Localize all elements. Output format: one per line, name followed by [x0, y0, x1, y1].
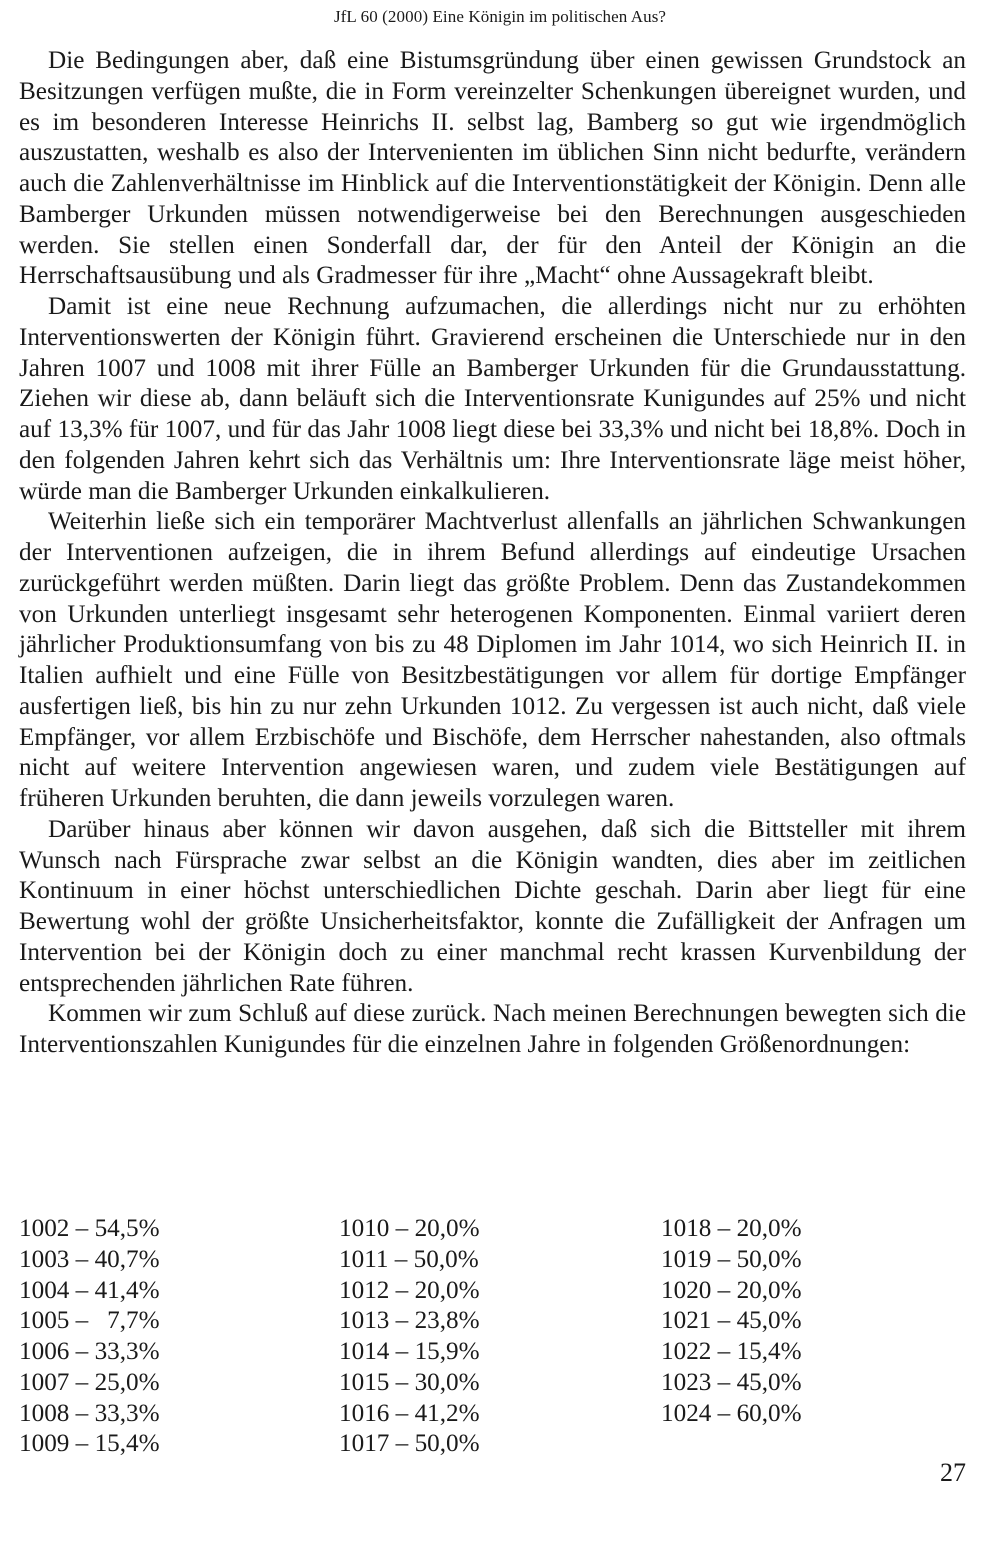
table-row: 1024 – 60,0% [661, 1399, 802, 1427]
body-text [19, 46, 966, 1061]
table-row: 1017 – 50,0% [339, 1430, 480, 1458]
table-row: 1004 – 41,4% [19, 1276, 160, 1304]
table-row: 1011 – 50,0% [339, 1245, 479, 1273]
table-row: 1003 – 40,7% [19, 1245, 160, 1273]
table-row: 1010 – 20,0% [339, 1215, 480, 1242]
table-row: 1013 – 23,8% [339, 1307, 480, 1335]
table-column-2 [339, 1214, 480, 1460]
table-column-3 [661, 1214, 802, 1429]
table-row: 1002 – 54,5% [19, 1215, 160, 1242]
running-head: JfL 60 (2000) Eine Königin im politischen Aus? [333, 7, 667, 26]
table-row: 1006 – 33,3% [19, 1338, 160, 1365]
table-row: 1020 – 20,0% [661, 1276, 802, 1304]
paragraph-2: Damit ist eine neue Rechnung aufzumachen, die allerdings nicht nur zu erhöhten Interventionswerten der Königin führt. Gravierend erscheinen die Unterschiede nur in den Jahren 1007 und 1008 mit ihrer Fülle an Bamberger Urkunden für die Grundausstattung. Ziehen wir diese ab, dann beläuft sich die Interventionsrate Kunigundes auf 25% und nicht auf 13,3% für 1007, und für das Jahr 1008 liegt diese bei 33,3% und nicht bei 18,8%. Doch in den folgenden Jahren kehrt sich das Verhältnis um: Ihre Interventionsrate läge meist höher, würde man die Bamberger Urkunden einkalkulieren. [19, 293, 966, 505]
page-number: 27 [940, 1458, 966, 1487]
table-column-1 [19, 1214, 160, 1460]
table-row: 1022 – 15,4% [661, 1338, 802, 1365]
table-row: 1018 – 20,0% [661, 1215, 802, 1242]
table-row: 1014 – 15,9% [339, 1338, 480, 1365]
table-row: 1019 – 50,0% [661, 1245, 802, 1273]
table-row: 1007 – 25,0% [19, 1368, 160, 1396]
table-row: 1012 – 20,0% [339, 1276, 480, 1304]
table-row: 1023 – 45,0% [661, 1368, 802, 1396]
table-row: 1016 – 41,2% [339, 1399, 480, 1427]
paragraph-3: Weiterhin ließe sich ein temporärer Machtverlust allenfalls an jährlichen Schwankungen der Interventionen aufzeigen, die in ihrem Befund allerdings auf eindeutige Ursachen zurückgeführt werden müßten. Darin liegt das größte Problem. Denn das Zustandekommen von Urkunden unterliegt insgesamt sehr heterogenen Komponenten. Einmal variiert deren jährlicher Produktionsumfang von bis zu 48 Diplomen im Jahr 1014, wo sich Heinrich II. in Italien aufhielt und eine Fülle von Besitzbestätigungen vor allem für dortige Empfänger ausfertigen ließ, bis hin zu nur zehn Urkunden 1012. Zu vergessen ist auch nicht, daß viele Empfänger, vor allem Erzbischöfe und Bischöfe, dem Herrscher nahestanden, also oftmals nicht auf weitere Intervention angewiesen waren, und zudem viele Bestätigungen auf früheren Urkunden beruhten, die dann jeweils vorzulegen waren. [19, 508, 966, 812]
table-row: 1015 – 30,0% [339, 1368, 480, 1396]
table-row: 1009 – 15,4% [19, 1430, 160, 1458]
paragraph-4: Darüber hinaus aber können wir davon ausgehen, daß sich die Bittsteller mit ihrem Wunsch nach Fürsprache zwar selbst an die Königin wandten, dies aber im zeitlichen Kontinuum in einer höchst unterschiedlichen Dichte geschah. Darin aber liegt für eine Bewertung wohl der größte Unsicherheitsfaktor, konnte die Zufälligkeit der Anfragen um Intervention bei der Königin doch zu einer manchmal recht krassen Kurvenbildung der entsprechenden jährlichen Rate führen. [19, 815, 966, 997]
table-row: 1005 – 7,7% [19, 1307, 160, 1335]
paragraph-1: Die Bedingungen aber, daß eine Bistumsgründung über einen gewissen Grundstock an Besitzungen verfügen mußte, die in Form vereinzelter Schenkungen übereignet wurden, und es im besonderen Interesse Heinrichs II. selbst lag, Bamberg so gut wie irgendmöglich auszustatten, weshalb es also der Intervenienten im üblichen Sinn nicht bedurfte, verändern auch die Zahlenverhältnisse im Hinblick auf die Interventionstätigkeit der Königin. Denn alle Bamberger Urkunden müssen notwendigerweise bei den Berechnungen ausgeschieden werden. Sie stellen einen Sonderfall dar, der für den Anteil der Königin an die Herrschaftsausübung und als Gradmesser für ihre „Macht“ ohne Aussagekraft bleibt. [19, 47, 966, 290]
table-row: 1021 – 45,0% [661, 1307, 802, 1335]
table-row: 1008 – 33,3% [19, 1399, 160, 1427]
paragraph-5: Kommen wir zum Schluß auf diese zurück. Nach meinen Berechnungen bewegten sich die Interventionszahlen Kunigundes für die einzelnen Jahre in folgenden Größenordnungen: [19, 1000, 966, 1058]
